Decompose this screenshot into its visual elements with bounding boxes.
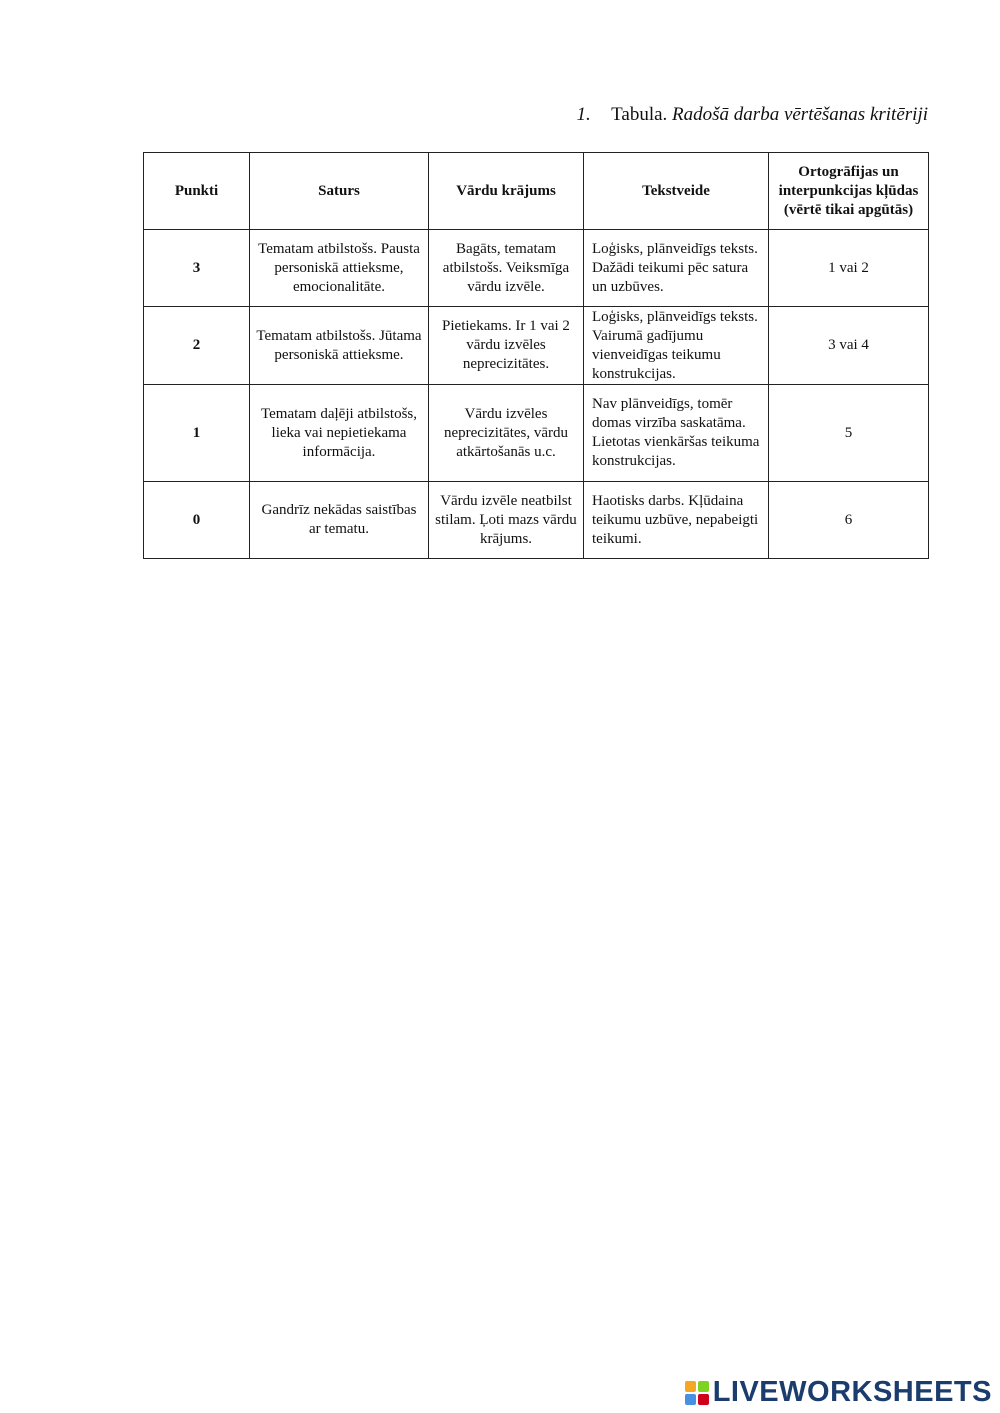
tekstveide-cell: Nav plānveidīgs, tomēr domas virzība saskatāma. Lietotas vienkāršas teikuma konstrukcijas. [584, 385, 769, 482]
logo-square [685, 1381, 696, 1392]
vardu-krajums-cell: Vārdu izvēle neatbilst stilam. Ļoti mazs vārdu krājums. [429, 482, 584, 559]
header-tekstveide: Tekstveide [584, 153, 769, 230]
header-punkti: Punkti [144, 153, 250, 230]
kludas-cell: 1 vai 2 [769, 230, 929, 307]
table-row [144, 385, 929, 482]
table-row [144, 482, 929, 559]
logo-square [698, 1394, 709, 1405]
logo-grid-icon [685, 1381, 709, 1405]
caption-label: Tabula. [611, 104, 668, 125]
vardu-krajums-cell: Pietiekams. Ir 1 vai 2 vārdu izvēles neprecizitātes. [429, 307, 584, 385]
header-saturs: Saturs [250, 153, 429, 230]
saturs-cell: Tematam atbilstošs. Pausta personiskā attieksme, emocionalitāte. [250, 230, 429, 307]
table-header-row [144, 153, 929, 230]
kludas-cell: 3 vai 4 [769, 307, 929, 385]
kludas-cell: 6 [769, 482, 929, 559]
header-vardu-krajums: Vārdu krājums [429, 153, 584, 230]
header-kludas: Ortogrāfijas un interpunkcijas kļūdas (vērtē tikai apgūtās) [769, 153, 929, 230]
tekstveide-cell: Loģisks, plānveidīgs teksts. Vairumā gadījumu vienveidīgas teikumu konstrukcijas. [584, 307, 769, 385]
table-row [144, 230, 929, 307]
table-row [144, 307, 929, 385]
points-cell: 0 [144, 482, 250, 559]
saturs-cell: Tematam daļēji atbilstošs, lieka vai nepietiekama informācija. [250, 385, 429, 482]
tekstveide-cell: Loģisks, plānveidīgs teksts. Dažādi teikumi pēc satura un uzbūves. [584, 230, 769, 307]
points-cell: 3 [144, 230, 250, 307]
tekstveide-cell: Haotisks darbs. Kļūdaina teikumu uzbūve, nepabeigti teikumi. [584, 482, 769, 559]
vardu-krajums-cell: Vārdu izvēles neprecizitātes, vārdu atkārtošanās u.c. [429, 385, 584, 482]
points-cell: 1 [144, 385, 250, 482]
kludas-cell: 5 [769, 385, 929, 482]
table-caption [576, 104, 928, 126]
caption-number: 1. [576, 104, 591, 125]
caption-title: Radošā darba vērtēšanas kritēriji [672, 104, 928, 125]
saturs-cell: Gandrīz nekādas saistības ar tematu. [250, 482, 429, 559]
liveworksheets-logo [685, 1376, 992, 1409]
logo-text: LIVEWORKSHEETS [712, 1376, 992, 1408]
points-cell: 2 [144, 307, 250, 385]
vardu-krajums-cell: Bagāts, tematam atbilstošs. Veiksmīga vārdu izvēle. [429, 230, 584, 307]
criteria-table [143, 152, 929, 559]
logo-square [685, 1394, 696, 1405]
saturs-cell: Tematam atbilstošs. Jūtama personiskā attieksme. [250, 307, 429, 385]
logo-square [698, 1381, 709, 1392]
